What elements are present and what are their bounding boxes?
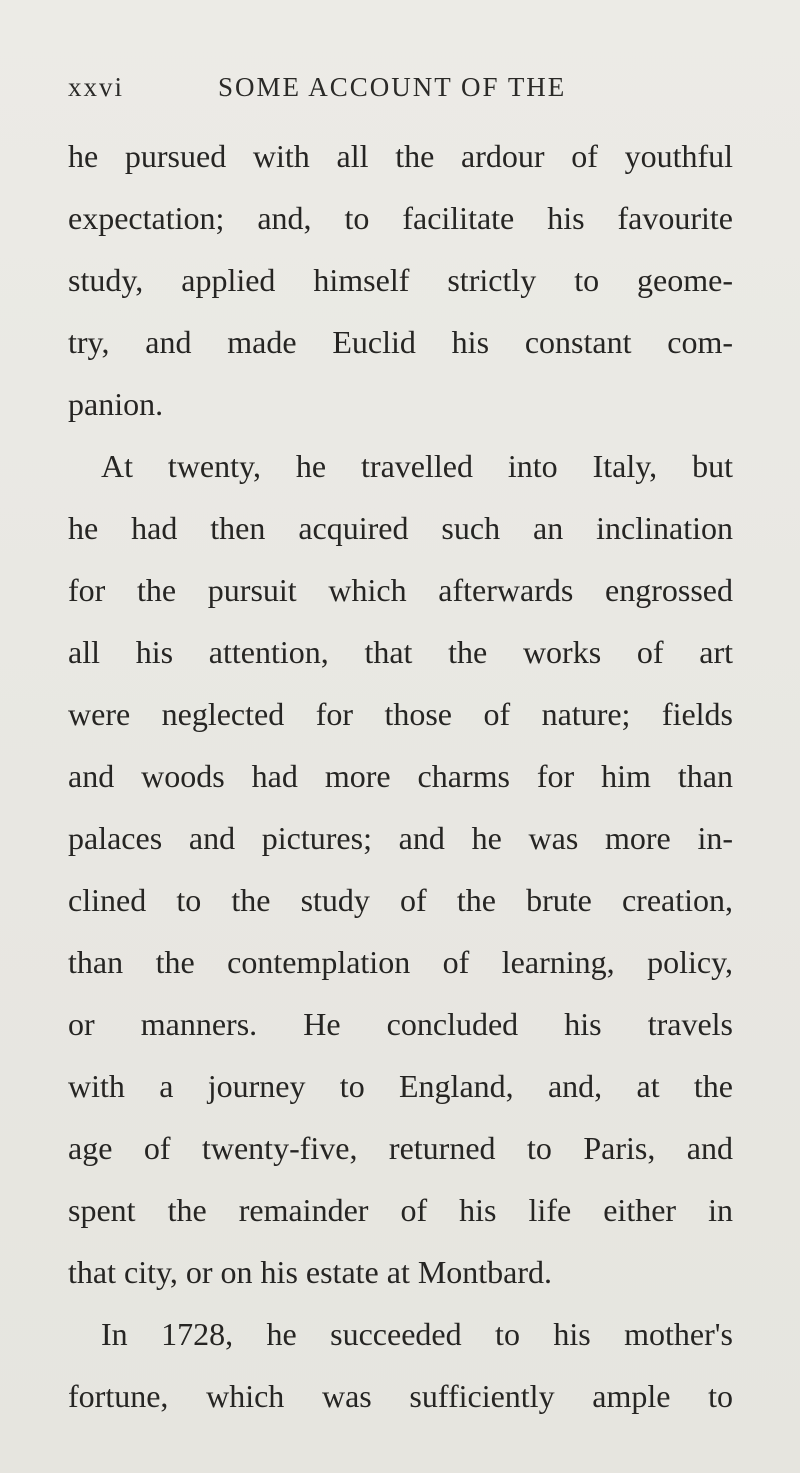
text-line: fortune, which was sufficiently ample to: [68, 1378, 733, 1414]
text-line: he had then acquired such an inclination: [68, 510, 733, 546]
text-line: try, and made Euclid his constant com-: [68, 324, 733, 360]
text-line: with a journey to England, and, at the: [68, 1068, 733, 1104]
body-text: [68, 125, 733, 1427]
text-line: clined to the study of the brute creation,: [68, 882, 733, 918]
text-line: for the pursuit which afterwards engrossed: [68, 572, 733, 608]
text-line: and woods had more charms for him than: [68, 758, 733, 794]
text-line: all his attention, that the works of art: [68, 634, 733, 670]
text-line: palaces and pictures; and he was more in-: [68, 820, 733, 856]
text-line: were neglected for those of nature; fields: [68, 696, 733, 732]
text-line: age of twenty-five, returned to Paris, and: [68, 1130, 733, 1166]
text-line: spent the remainder of his life either in: [68, 1192, 733, 1228]
text-line: or manners. He concluded his travels: [68, 1006, 733, 1042]
running-title: SOME ACCOUNT OF THE: [218, 72, 567, 102]
text-line: In 1728, he succeeded to his mother's: [101, 1316, 733, 1352]
text-line: expectation; and, to facilitate his favourite: [68, 200, 733, 236]
text-line: panion.: [68, 386, 164, 422]
text-line: study, applied himself strictly to geome-: [68, 262, 733, 298]
running-head: [68, 72, 728, 112]
text-line: At twenty, he travelled into Italy, but: [101, 448, 733, 484]
text-line: he pursued with all the ardour of youthful: [68, 138, 733, 174]
text-line: that city, or on his estate at Montbard.: [68, 1254, 553, 1290]
page-number: xxvi: [68, 72, 125, 102]
text-line: than the contemplation of learning, policy,: [68, 944, 733, 980]
